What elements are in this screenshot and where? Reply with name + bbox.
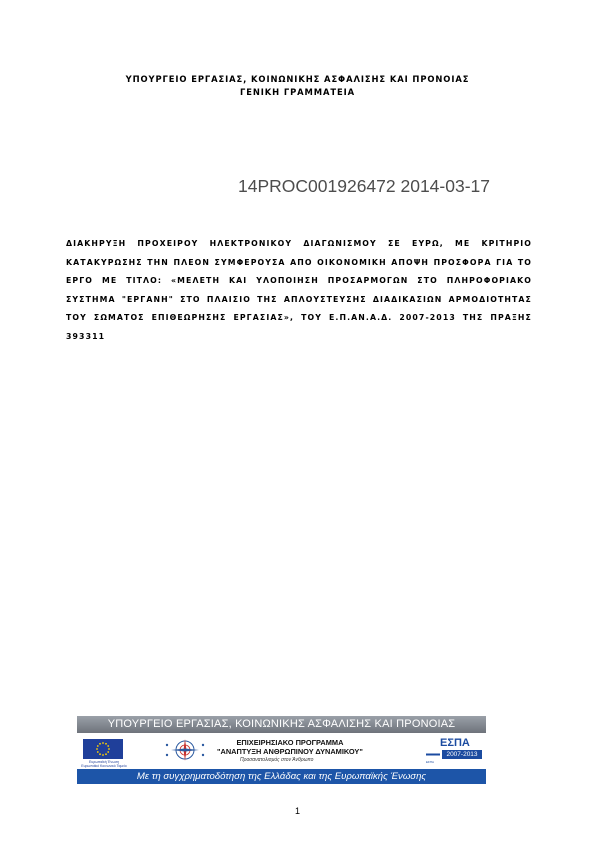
eu-label: Ευρωπαϊκή Ένωση Ευρωπαϊκό Κοινωνικό Ταμείο	[81, 760, 127, 768]
ministry-header	[0, 73, 595, 99]
general-secretariat: ΓΕΝΙΚΗ ΓΡΑΜΜΑΤΕΙΑ	[239, 87, 356, 97]
document-id: 14PROC001926472 2014-03-17	[238, 176, 490, 196]
espa-logo-icon: ΕΣΠΑ 2007-2013 ΕΣΠΑ	[426, 737, 484, 765]
ministry-name: ΥΠΟΥΡΓΕΙΟ ΕΡΓΑΣΙΑΣ, ΚΟΙΝΩΝΙΚΗΣ ΑΣΦΑΛΙΣΗΣ ΚΑΙ ΠΡΟΝΟΙΑΣ	[125, 74, 470, 84]
banner-ministry-bar: ΥΠΟΥΡΓΕΙΟ ΕΡΓΑΣΙΑΣ, ΚΟΙΝΩΝΙΚΗΣ ΑΣΦΑΛΙΣΗΣ ΚΑΙ ΠΡΟΝΟΙΑΣ	[77, 716, 486, 733]
compass-logo-icon	[163, 737, 207, 763]
tender-title-text: ΔΙΑΚΗΡΥΞΗ ΠΡΟΧΕΙΡΟΥ ΗΛΕΚΤΡΟΝΙΚΟΥ ΔΙΑΓΩΝΙΣΜΟΥ ΣΕ ΕΥΡΩ, ΜΕ ΚΡΙΤΗΡΙΟ ΚΑΤΑΚΥΡΩΣΗΣ ΤΗΝ ΠΛΕΟΝ ΣΥΜΦΕΡΟΥΣΑ ΑΠΟ ΟΙΚΟΝΟΜΙΚΗ ΑΠΟΨΗ ΠΡΟΣΦΟΡΑ ΓΙΑ ΤΟ ΕΡΓΟ ΜΕ ΤΙΤΛΟ: «ΜΕΛΕΤΗ ΚΑΙ ΥΛΟΠΟΙΗΣΗ ΠΡΟΣΑΡΜΟΓΩΝ ΣΤΟ ΠΛΗΡΟΦΟΡΙΑΚΟ ΣΥΣΤΗΜΑ "ΕΡΓΑΝΗ" ΣΤΟ ΠΛΑΙΣΙΟ ΤΗΣ ΑΠΛΟΥΣΤΕΥΣΗΣ ΔΙΑΔΙΚΑΣΙΩΝ ΑΡΜΟΔΙΟΤΗΤΑΣ ΤΟΥ ΣΩΜΑΤΟΣ ΕΠΙΘΕΩΡΗΣΗΣ ΕΡΓΑΣΙΑΣ», ΤΟΥ Ε.Π.ΑΝ.Α.Δ. 2007-2013 ΤΗΣ ΠΡΑΞΗΣ 393311	[66, 239, 532, 341]
cofinancing-bar: Με τη συγχρηματοδότηση της Ελλάδας και της Ευρωπαϊκής Ένωσης	[77, 769, 486, 784]
banner-logos	[77, 735, 486, 767]
operational-program-subtitle: Προσανατολισμός στον Άνθρωπο	[240, 757, 314, 763]
greek-flag-stripes	[426, 751, 440, 758]
funding-banner	[77, 716, 486, 784]
eu-flag-icon	[83, 739, 123, 759]
page-number: 1	[294, 806, 300, 816]
operational-program-title: ΕΠΙΧΕΙΡΗΣΙΑΚΟ ΠΡΟΓΡΑΜΜΑ "ΑΝΑΠΤΥΞΗ ΑΝΘΡΩΠΙΝΟΥ ΔΥΝΑΜΙΚΟΥ"	[217, 738, 363, 756]
